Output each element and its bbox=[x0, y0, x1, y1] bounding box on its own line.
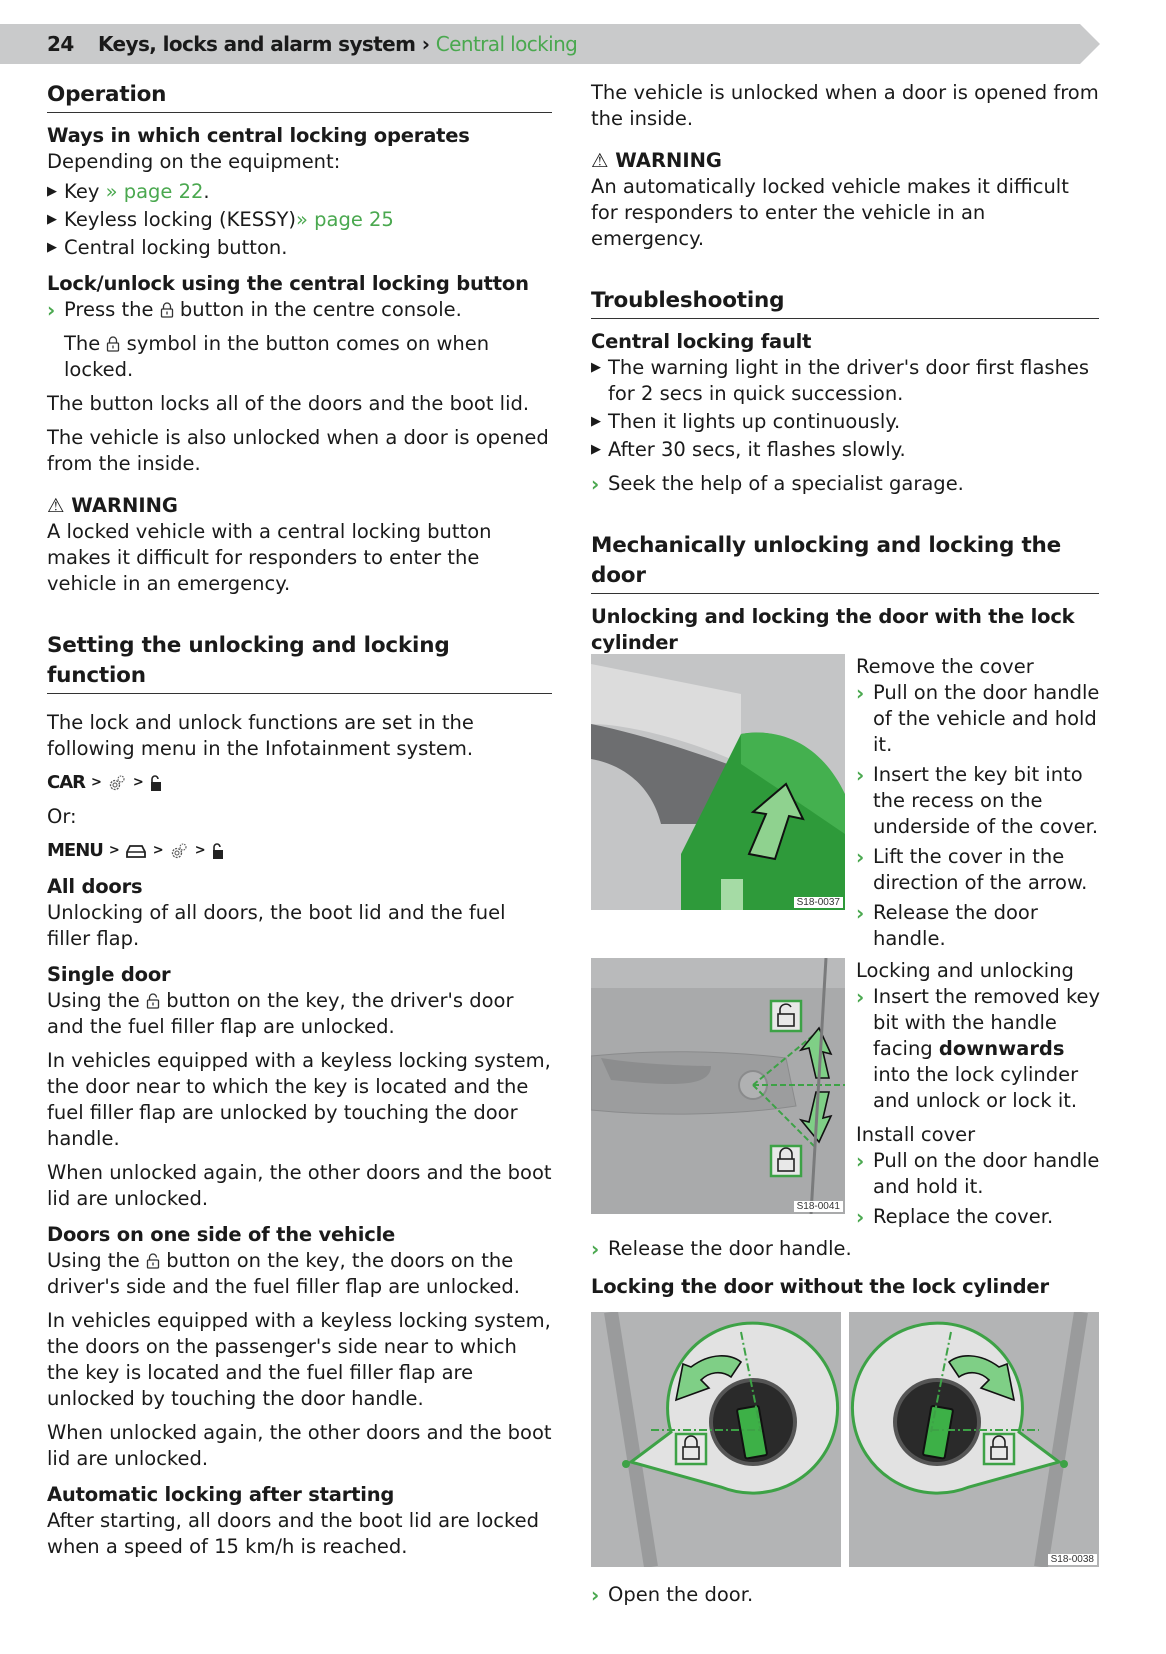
menu-path-menu: MENU > > > bbox=[47, 838, 552, 864]
triangle-bullet-icon: ▶ bbox=[591, 360, 601, 375]
side-again-text: When unlocked again, the other doors and the boot lid are unlocked. bbox=[47, 1421, 552, 1470]
side-text: Using the button on the key, the doors on the driver's side and the fuel filler flap are unlocked. bbox=[47, 1249, 520, 1298]
lock-icon bbox=[160, 302, 174, 318]
subsection-auto-locking: Automatic locking after starting bbox=[47, 1483, 395, 1506]
single-again-text: When unlocked again, the other doors and the boot lid are unlocked. bbox=[47, 1161, 552, 1210]
subsection-fault: Central locking fault bbox=[591, 330, 812, 353]
list-item: ▶ After 30 secs, it flashes slowly. bbox=[591, 438, 906, 461]
breadcrumb-chapter: Keys, locks and alarm system bbox=[98, 32, 416, 56]
open-door-step bbox=[591, 1582, 1099, 1608]
step-item: › Pull on the door handle and hold it. bbox=[856, 1149, 1100, 1198]
breadcrumb-section: Central locking bbox=[435, 32, 578, 56]
page-header bbox=[0, 24, 1100, 64]
locking-unlocking-title: Locking and unlocking bbox=[856, 959, 1074, 982]
chevron-step-icon: › bbox=[47, 298, 56, 322]
also-unlocked-text: The vehicle is also unlocked when a door is opened from the inside. bbox=[47, 426, 549, 475]
step-item: › Lift the cover in the direction of the arrow. bbox=[856, 845, 1088, 894]
subsection-cylinder: Unlocking and locking the door with the lock cylinder bbox=[591, 605, 1075, 654]
install-cover-title: Install cover bbox=[856, 1123, 976, 1146]
button-locks-text: The button locks all of the doors and the boot lid. bbox=[47, 392, 530, 415]
warning-icon: ⚠ bbox=[47, 494, 65, 517]
warning-text: An automatically locked vehicle makes it difficult for responders to enter the vehicle in an emergency. bbox=[591, 175, 1069, 250]
left-column bbox=[47, 80, 552, 1560]
step-item: › Release the door handle. bbox=[856, 901, 1038, 950]
list-item: ▶ Central locking button. bbox=[47, 236, 288, 259]
section-title-operation: Operation bbox=[47, 80, 552, 113]
chevron-step-icon: › bbox=[856, 1205, 865, 1229]
settings-gear-icon bbox=[107, 773, 127, 793]
right-column bbox=[591, 80, 1099, 656]
or-text: Or: bbox=[47, 805, 77, 828]
setting-intro: The lock and unlock functions are set in the following menu in the Infotainment system. bbox=[47, 711, 474, 760]
auto-locking-text: After starting, all doors and the boot lid are locked when a speed of 15 km/h is reached. bbox=[47, 1509, 539, 1558]
unlock-padlock-icon bbox=[211, 842, 225, 860]
warning-heading: ⚠ WARNING bbox=[47, 494, 178, 517]
figure-label: S18-0037 bbox=[794, 897, 843, 908]
page-number: 24 bbox=[47, 32, 74, 56]
warning-heading: ⚠ WARNING bbox=[591, 149, 722, 172]
step-item: › Insert the removed key bit with the handle facing downwards into the lock cylinder and unlock or lock it. bbox=[856, 985, 1101, 1112]
figure-label: S18-0041 bbox=[794, 1201, 843, 1212]
lock-icon bbox=[106, 336, 120, 352]
chevron-step-icon: › bbox=[856, 985, 865, 1009]
step-item: › Seek the help of a specialist garage. bbox=[591, 472, 964, 496]
settings-gear-icon bbox=[169, 841, 189, 861]
all-doors-text: Unlocking of all doors, the boot lid and the fuel filler flap. bbox=[47, 901, 506, 950]
chevron-step-icon: › bbox=[856, 681, 865, 705]
triangle-bullet-icon: ▶ bbox=[47, 240, 57, 255]
list-item: ▶ Then it lights up continuously. bbox=[591, 410, 901, 433]
breadcrumb-separator: › bbox=[421, 32, 430, 56]
remove-cover-steps bbox=[856, 654, 1101, 952]
figure-lock-cylinder bbox=[591, 958, 845, 1214]
triangle-bullet-icon: ▶ bbox=[591, 414, 601, 429]
chevron-step-icon: › bbox=[856, 901, 865, 925]
step-item: › Press the button in the centre console. bbox=[47, 298, 462, 322]
locking-unlocking-steps bbox=[856, 958, 1101, 1230]
list-item: ▶ The warning light in the driver's door first flashes for 2 secs in quick succession. bbox=[591, 356, 1090, 405]
unlocked-inside-text: The vehicle is unlocked when a door is opened from the inside. bbox=[591, 81, 1099, 130]
side-keyless-text: In vehicles equipped with a keyless locking system, the doors on the passenger's side near to which the key is located and the fuel filler flap are unlocked by touching the door handle. bbox=[47, 1309, 551, 1410]
chevron-step-icon: › bbox=[856, 1149, 865, 1173]
chevron-step-icon: › bbox=[856, 763, 865, 787]
step-item: › Release the door handle. bbox=[591, 1237, 852, 1261]
single-door-text: Using the button on the key, the driver's door and the fuel filler flap are unlocked. bbox=[47, 989, 514, 1038]
step-item: › Insert the key bit into the recess on the underside of the cover. bbox=[856, 763, 1099, 838]
figure-remove-cover bbox=[591, 654, 845, 910]
chevron-step-icon: › bbox=[591, 472, 600, 496]
chevron-step-icon: › bbox=[591, 1237, 600, 1261]
breadcrumb bbox=[47, 32, 577, 56]
warning-text: A locked vehicle with a central locking button makes it difficult for responders to enter the vehicle in an emergency. bbox=[47, 520, 492, 595]
step-item: › Pull on the door handle of the vehicle and hold it. bbox=[856, 681, 1100, 756]
remove-cover-title: Remove the cover bbox=[856, 655, 1034, 678]
triangle-bullet-icon: ▶ bbox=[591, 442, 601, 457]
single-keyless-text: In vehicles equipped with a keyless locking system, the door near to which the key is located and the fuel filler flap are unlocked by touching the door handle. bbox=[47, 1049, 551, 1150]
subsection-without-cylinder: Locking the door without the lock cylinder bbox=[591, 1275, 1049, 1298]
section-title-mechanical: Mechanically unlocking and locking the door bbox=[591, 531, 1099, 594]
button-note: The symbol in the button comes on when locked. bbox=[64, 332, 490, 381]
subsection-all-doors: All doors bbox=[47, 875, 143, 898]
chevron-step-icon: › bbox=[591, 1583, 600, 1607]
figure-without-cylinder bbox=[591, 1312, 1099, 1567]
subsection-single-door: Single door bbox=[47, 963, 171, 986]
menu-menu-label: MENU bbox=[47, 840, 103, 861]
subsection-ways: Ways in which central locking operates bbox=[47, 124, 470, 147]
car-icon bbox=[125, 843, 147, 859]
subsection-one-side: Doors on one side of the vehicle bbox=[47, 1223, 396, 1246]
page-link[interactable]: » page 25 bbox=[296, 208, 394, 231]
figure-label: S18-0038 bbox=[1048, 1554, 1097, 1565]
unlock-padlock-icon bbox=[149, 774, 163, 792]
ways-intro: Depending on the equipment: bbox=[47, 150, 341, 173]
unlock-icon bbox=[146, 993, 160, 1009]
triangle-bullet-icon: ▶ bbox=[47, 184, 57, 199]
unlock-icon bbox=[146, 1253, 160, 1269]
page-link[interactable]: » page 22 bbox=[105, 180, 204, 203]
list-item: ▶ Keyless locking (KESSY)» page 25 bbox=[47, 208, 394, 231]
section-title-troubleshooting: Troubleshooting bbox=[591, 286, 1099, 319]
list-item: ▶ Key » page 22. bbox=[47, 180, 210, 203]
subsection-button: Lock/unlock using the central locking button bbox=[47, 272, 529, 295]
menu-car-label: CAR bbox=[47, 772, 86, 793]
warning-icon: ⚠ bbox=[591, 149, 609, 172]
menu-path-car: CAR > > bbox=[47, 770, 552, 796]
section-title-setting: Setting the unlocking and locking function bbox=[47, 631, 552, 694]
step-item: › Replace the cover. bbox=[856, 1205, 1054, 1229]
release-and-without bbox=[591, 1236, 1099, 1300]
chevron-step-icon: › bbox=[856, 845, 865, 869]
triangle-bullet-icon: ▶ bbox=[47, 212, 57, 227]
step-item: › Open the door. bbox=[591, 1583, 754, 1607]
